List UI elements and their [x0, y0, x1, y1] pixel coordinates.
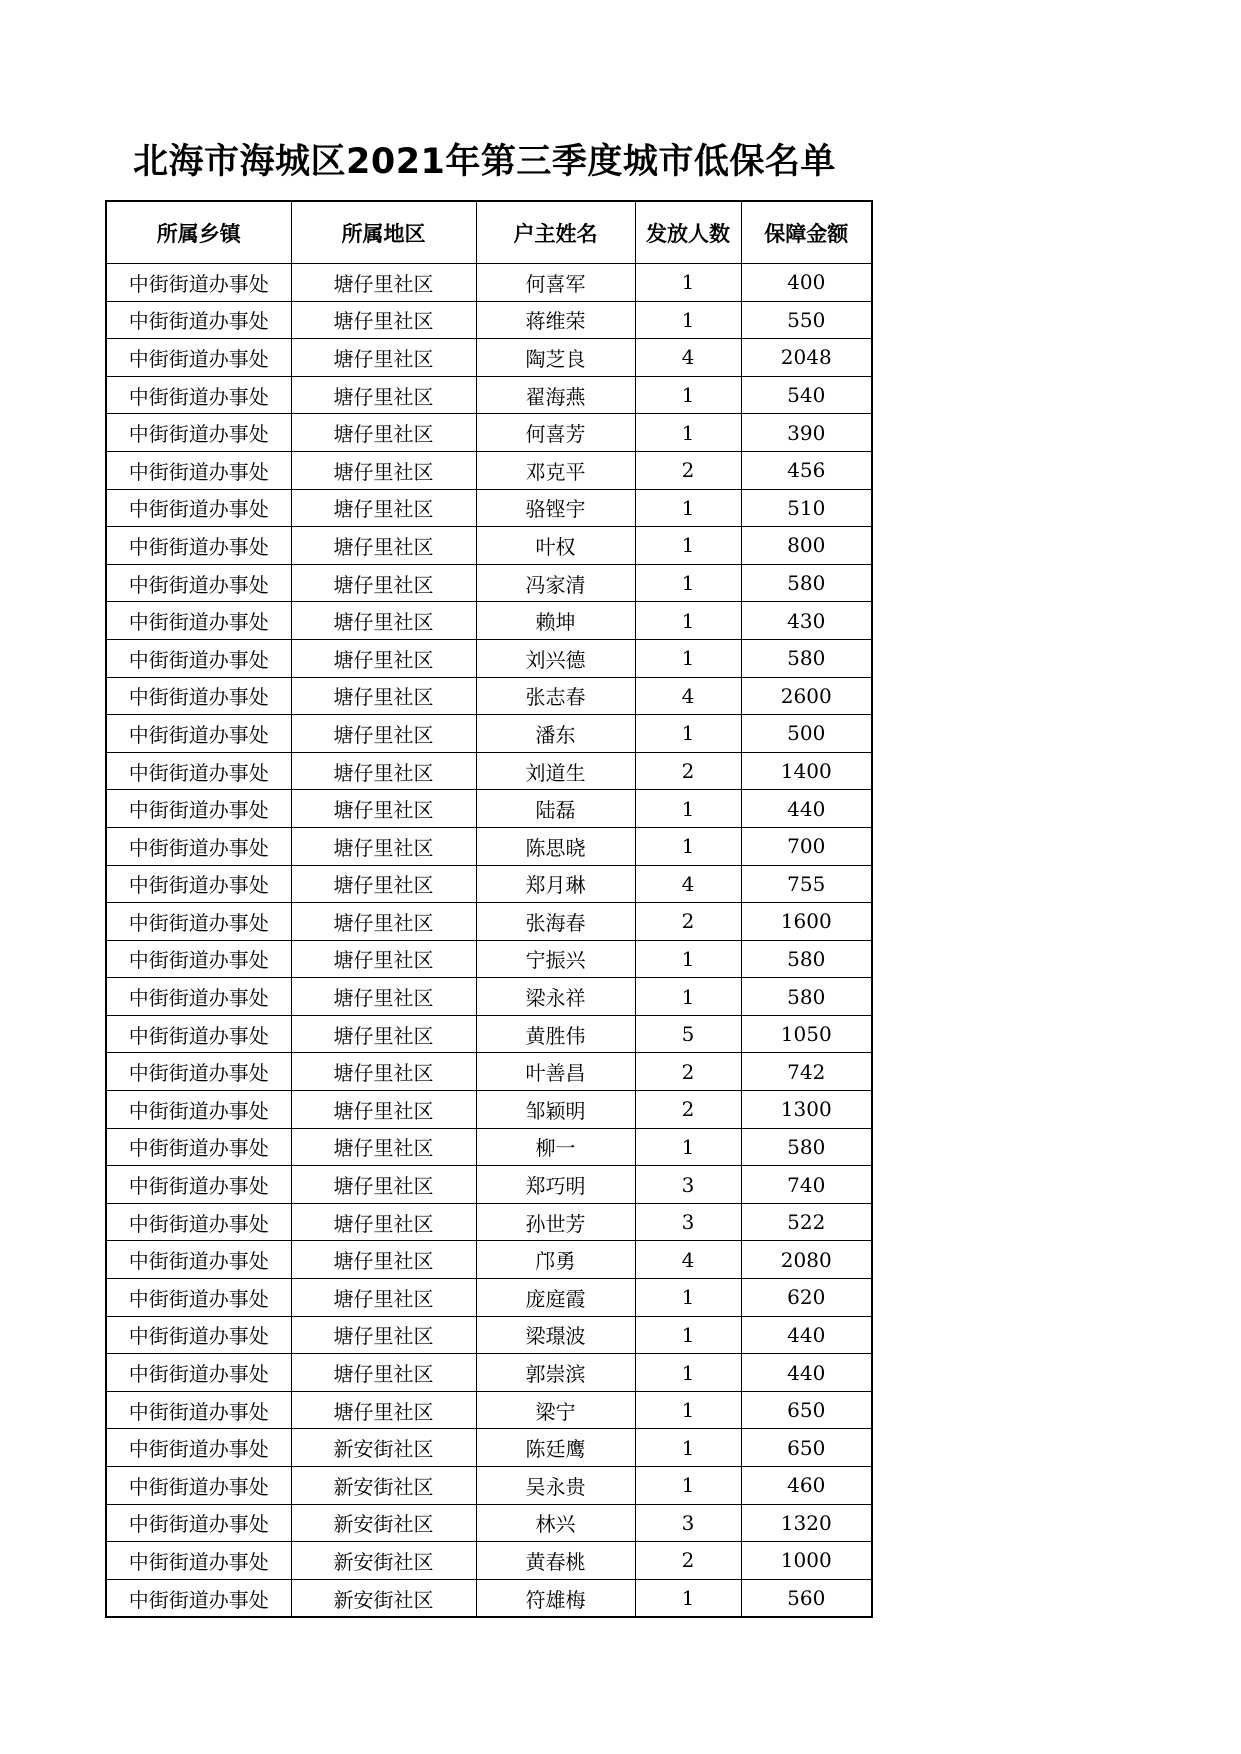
allowance-amount-cell: 1320	[741, 1504, 872, 1542]
recipient-count-cell: 4	[635, 677, 741, 715]
table-row	[106, 1429, 872, 1467]
township-cell: 中街街道办事处	[106, 489, 291, 527]
area-cell: 塘仔里社区	[291, 376, 476, 414]
allowance-amount-cell: 2048	[741, 339, 872, 377]
area-cell: 塘仔里社区	[291, 1279, 476, 1317]
area-cell: 塘仔里社区	[291, 1316, 476, 1354]
table-row	[106, 1579, 872, 1617]
area-cell: 塘仔里社区	[291, 827, 476, 865]
householder-name-cell: 冯家清	[476, 564, 635, 602]
allowance-amount-cell: 620	[741, 1279, 872, 1317]
township-cell: 中街街道办事处	[106, 903, 291, 941]
table-row	[106, 527, 872, 565]
allowance-amount-cell: 700	[741, 827, 872, 865]
householder-name-cell: 陆磊	[476, 790, 635, 828]
area-cell: 塘仔里社区	[291, 1241, 476, 1279]
allowance-amount-cell: 742	[741, 1053, 872, 1091]
township-cell: 中街街道办事处	[106, 1241, 291, 1279]
township-cell: 中街街道办事处	[106, 264, 291, 302]
recipient-count-cell: 2	[635, 1542, 741, 1580]
householder-name-cell: 翟海燕	[476, 376, 635, 414]
area-cell: 塘仔里社区	[291, 1128, 476, 1166]
allowance-amount-cell: 1600	[741, 903, 872, 941]
householder-name-cell: 梁璟波	[476, 1316, 635, 1354]
table-row	[106, 1467, 872, 1505]
allowance-amount-cell: 650	[741, 1391, 872, 1429]
township-cell: 中街街道办事处	[106, 1091, 291, 1129]
subsistence-allowance-table	[105, 200, 873, 1618]
allowance-amount-cell: 755	[741, 865, 872, 903]
recipient-count-cell: 4	[635, 339, 741, 377]
table-row	[106, 1391, 872, 1429]
area-cell: 新安街社区	[291, 1504, 476, 1542]
householder-name-cell: 邓克平	[476, 451, 635, 489]
area-cell: 塘仔里社区	[291, 752, 476, 790]
township-cell: 中街街道办事处	[106, 1429, 291, 1467]
table-row	[106, 1542, 872, 1580]
area-cell: 塘仔里社区	[291, 978, 476, 1016]
table-row	[106, 1091, 872, 1129]
township-cell: 中街街道办事处	[106, 1316, 291, 1354]
township-cell: 中街街道办事处	[106, 376, 291, 414]
table-row	[106, 451, 872, 489]
area-cell: 塘仔里社区	[291, 1166, 476, 1204]
table-row	[106, 1128, 872, 1166]
table-row	[106, 677, 872, 715]
township-cell: 中街街道办事处	[106, 639, 291, 677]
householder-name-cell: 庞庭霞	[476, 1279, 635, 1317]
table-row	[106, 1015, 872, 1053]
township-cell: 中街街道办事处	[106, 790, 291, 828]
area-cell: 塘仔里社区	[291, 639, 476, 677]
table-row	[106, 752, 872, 790]
householder-name-cell: 孙世芳	[476, 1203, 635, 1241]
township-cell: 中街街道办事处	[106, 1166, 291, 1204]
recipient-count-cell: 1	[635, 527, 741, 565]
table-row	[106, 790, 872, 828]
recipient-count-cell: 1	[635, 1429, 741, 1467]
table-row	[106, 264, 872, 302]
allowance-amount-cell: 1000	[741, 1542, 872, 1580]
allowance-amount-cell: 460	[741, 1467, 872, 1505]
householder-name-cell: 何喜芳	[476, 414, 635, 452]
recipient-count-cell: 1	[635, 1354, 741, 1392]
householder-name-cell: 吴永贵	[476, 1467, 635, 1505]
householder-name-cell: 郑巧明	[476, 1166, 635, 1204]
area-cell: 塘仔里社区	[291, 451, 476, 489]
allowance-amount-cell: 740	[741, 1166, 872, 1204]
area-cell: 塘仔里社区	[291, 940, 476, 978]
township-cell: 中街街道办事处	[106, 1504, 291, 1542]
township-cell: 中街街道办事处	[106, 1467, 291, 1505]
table-row	[106, 865, 872, 903]
householder-name-cell: 宁振兴	[476, 940, 635, 978]
township-cell: 中街街道办事处	[106, 1391, 291, 1429]
allowance-amount-cell: 390	[741, 414, 872, 452]
allowance-amount-cell: 650	[741, 1429, 872, 1467]
table-row	[106, 639, 872, 677]
allowance-amount-cell: 580	[741, 1128, 872, 1166]
householder-name-cell: 叶权	[476, 527, 635, 565]
householder-name-cell: 梁宁	[476, 1391, 635, 1429]
table-row	[106, 1354, 872, 1392]
allowance-amount-cell: 510	[741, 489, 872, 527]
table-row	[106, 715, 872, 753]
recipient-count-cell: 1	[635, 1391, 741, 1429]
township-cell: 中街街道办事处	[106, 752, 291, 790]
recipient-count-cell: 1	[635, 639, 741, 677]
householder-name-cell: 陈廷鹰	[476, 1429, 635, 1467]
table-row	[106, 827, 872, 865]
recipient-count-cell: 1	[635, 414, 741, 452]
householder-name-cell: 邹颖明	[476, 1091, 635, 1129]
recipient-count-cell: 1	[635, 715, 741, 753]
allowance-amount-cell: 540	[741, 376, 872, 414]
document-title: 北海市海城区2021年第三季度城市低保名单	[133, 142, 836, 182]
township-cell: 中街街道办事处	[106, 865, 291, 903]
area-cell: 新安街社区	[291, 1429, 476, 1467]
area-cell: 新安街社区	[291, 1542, 476, 1580]
township-cell: 中街街道办事处	[106, 1053, 291, 1091]
allowance-amount-cell: 500	[741, 715, 872, 753]
allowance-amount-cell: 580	[741, 978, 872, 1016]
recipient-count-cell: 1	[635, 790, 741, 828]
area-cell: 塘仔里社区	[291, 1354, 476, 1392]
township-cell: 中街街道办事处	[106, 564, 291, 602]
householder-name-cell: 何喜军	[476, 264, 635, 302]
recipient-count-cell: 1	[635, 301, 741, 339]
recipient-count-cell: 1	[635, 1579, 741, 1617]
recipient-count-cell: 1	[635, 602, 741, 640]
householder-name-cell: 叶善昌	[476, 1053, 635, 1091]
table-row	[106, 978, 872, 1016]
table-row	[106, 1504, 872, 1542]
area-cell: 塘仔里社区	[291, 677, 476, 715]
householder-name-cell: 赖坤	[476, 602, 635, 640]
allowance-amount-cell: 1300	[741, 1091, 872, 1129]
allowance-amount-cell: 440	[741, 1316, 872, 1354]
householder-name-cell: 潘东	[476, 715, 635, 753]
table-row	[106, 1166, 872, 1204]
area-cell: 塘仔里社区	[291, 903, 476, 941]
township-cell: 中街街道办事处	[106, 1579, 291, 1617]
table-row	[106, 1279, 872, 1317]
table-row	[106, 1316, 872, 1354]
householder-name-cell: 刘道生	[476, 752, 635, 790]
township-cell: 中街街道办事处	[106, 527, 291, 565]
area-cell: 塘仔里社区	[291, 1053, 476, 1091]
area-cell: 塘仔里社区	[291, 264, 476, 302]
recipient-count-cell: 1	[635, 827, 741, 865]
householder-name-cell: 张志春	[476, 677, 635, 715]
allowance-amount-cell: 440	[741, 790, 872, 828]
area-cell: 塘仔里社区	[291, 1203, 476, 1241]
header-householder-name: 户主姓名	[476, 201, 635, 264]
householder-name-cell: 符雄梅	[476, 1579, 635, 1617]
recipient-count-cell: 1	[635, 1316, 741, 1354]
township-cell: 中街街道办事处	[106, 451, 291, 489]
township-cell: 中街街道办事处	[106, 414, 291, 452]
householder-name-cell: 郭崇滨	[476, 1354, 635, 1392]
householder-name-cell: 柳一	[476, 1128, 635, 1166]
table-row	[106, 1203, 872, 1241]
householder-name-cell: 黄胜伟	[476, 1015, 635, 1053]
table-row	[106, 602, 872, 640]
recipient-count-cell: 5	[635, 1015, 741, 1053]
header-area: 所属地区	[291, 201, 476, 264]
area-cell: 塘仔里社区	[291, 1015, 476, 1053]
recipient-count-cell: 4	[635, 865, 741, 903]
recipient-count-cell: 4	[635, 1241, 741, 1279]
area-cell: 塘仔里社区	[291, 1391, 476, 1429]
area-cell: 塘仔里社区	[291, 865, 476, 903]
township-cell: 中街街道办事处	[106, 1015, 291, 1053]
township-cell: 中街街道办事处	[106, 1354, 291, 1392]
township-cell: 中街街道办事处	[106, 677, 291, 715]
householder-name-cell: 陈思晓	[476, 827, 635, 865]
township-cell: 中街街道办事处	[106, 339, 291, 377]
recipient-count-cell: 2	[635, 1053, 741, 1091]
area-cell: 塘仔里社区	[291, 414, 476, 452]
area-cell: 塘仔里社区	[291, 339, 476, 377]
householder-name-cell: 陶芝良	[476, 339, 635, 377]
table-row	[106, 564, 872, 602]
township-cell: 中街街道办事处	[106, 1279, 291, 1317]
allowance-amount-cell: 580	[741, 564, 872, 602]
recipient-count-cell: 3	[635, 1504, 741, 1542]
allowance-amount-cell: 430	[741, 602, 872, 640]
table-row	[106, 940, 872, 978]
table-row	[106, 301, 872, 339]
householder-name-cell: 林兴	[476, 1504, 635, 1542]
area-cell: 塘仔里社区	[291, 602, 476, 640]
table-row	[106, 1053, 872, 1091]
area-cell: 新安街社区	[291, 1467, 476, 1505]
allowance-amount-cell: 800	[741, 527, 872, 565]
area-cell: 新安街社区	[291, 1579, 476, 1617]
householder-name-cell: 骆铿宇	[476, 489, 635, 527]
householder-name-cell: 邝勇	[476, 1241, 635, 1279]
householder-name-cell: 梁永祥	[476, 978, 635, 1016]
recipient-count-cell: 1	[635, 264, 741, 302]
recipient-count-cell: 2	[635, 903, 741, 941]
allowance-amount-cell: 440	[741, 1354, 872, 1392]
table-header-row	[106, 201, 872, 264]
recipient-count-cell: 1	[635, 978, 741, 1016]
township-cell: 中街街道办事处	[106, 715, 291, 753]
allowance-amount-cell: 1050	[741, 1015, 872, 1053]
recipient-count-cell: 2	[635, 1091, 741, 1129]
header-township: 所属乡镇	[106, 201, 291, 264]
table-row	[106, 1241, 872, 1279]
recipient-count-cell: 1	[635, 940, 741, 978]
recipient-count-cell: 1	[635, 1279, 741, 1317]
householder-name-cell: 刘兴德	[476, 639, 635, 677]
area-cell: 塘仔里社区	[291, 301, 476, 339]
allowance-amount-cell: 400	[741, 264, 872, 302]
allowance-amount-cell: 2600	[741, 677, 872, 715]
recipient-count-cell: 1	[635, 1128, 741, 1166]
area-cell: 塘仔里社区	[291, 564, 476, 602]
header-recipient-count: 发放人数	[635, 201, 741, 264]
allowance-amount-cell: 522	[741, 1203, 872, 1241]
householder-name-cell: 郑月琳	[476, 865, 635, 903]
table-row	[106, 489, 872, 527]
allowance-amount-cell: 2080	[741, 1241, 872, 1279]
area-cell: 塘仔里社区	[291, 1091, 476, 1129]
allowance-amount-cell: 580	[741, 940, 872, 978]
header-allowance-amount: 保障金额	[741, 201, 872, 264]
area-cell: 塘仔里社区	[291, 489, 476, 527]
table-row	[106, 414, 872, 452]
householder-name-cell: 张海春	[476, 903, 635, 941]
area-cell: 塘仔里社区	[291, 790, 476, 828]
recipient-count-cell: 3	[635, 1166, 741, 1204]
recipient-count-cell: 2	[635, 451, 741, 489]
allowance-amount-cell: 1400	[741, 752, 872, 790]
township-cell: 中街街道办事处	[106, 602, 291, 640]
householder-name-cell: 蒋维荣	[476, 301, 635, 339]
township-cell: 中街街道办事处	[106, 1542, 291, 1580]
recipient-count-cell: 1	[635, 564, 741, 602]
township-cell: 中街街道办事处	[106, 1203, 291, 1241]
township-cell: 中街街道办事处	[106, 1128, 291, 1166]
area-cell: 塘仔里社区	[291, 527, 476, 565]
allowance-amount-cell: 580	[741, 639, 872, 677]
householder-name-cell: 黄春桃	[476, 1542, 635, 1580]
table-row	[106, 376, 872, 414]
township-cell: 中街街道办事处	[106, 827, 291, 865]
recipient-count-cell: 2	[635, 752, 741, 790]
table-body	[106, 264, 872, 1618]
township-cell: 中街街道办事处	[106, 940, 291, 978]
allowance-amount-cell: 560	[741, 1579, 872, 1617]
table-row	[106, 903, 872, 941]
township-cell: 中街街道办事处	[106, 301, 291, 339]
allowance-amount-cell: 550	[741, 301, 872, 339]
recipient-count-cell: 1	[635, 489, 741, 527]
recipient-count-cell: 1	[635, 1467, 741, 1505]
table-row	[106, 339, 872, 377]
allowance-amount-cell: 456	[741, 451, 872, 489]
recipient-count-cell: 1	[635, 376, 741, 414]
recipient-count-cell: 3	[635, 1203, 741, 1241]
area-cell: 塘仔里社区	[291, 715, 476, 753]
township-cell: 中街街道办事处	[106, 978, 291, 1016]
